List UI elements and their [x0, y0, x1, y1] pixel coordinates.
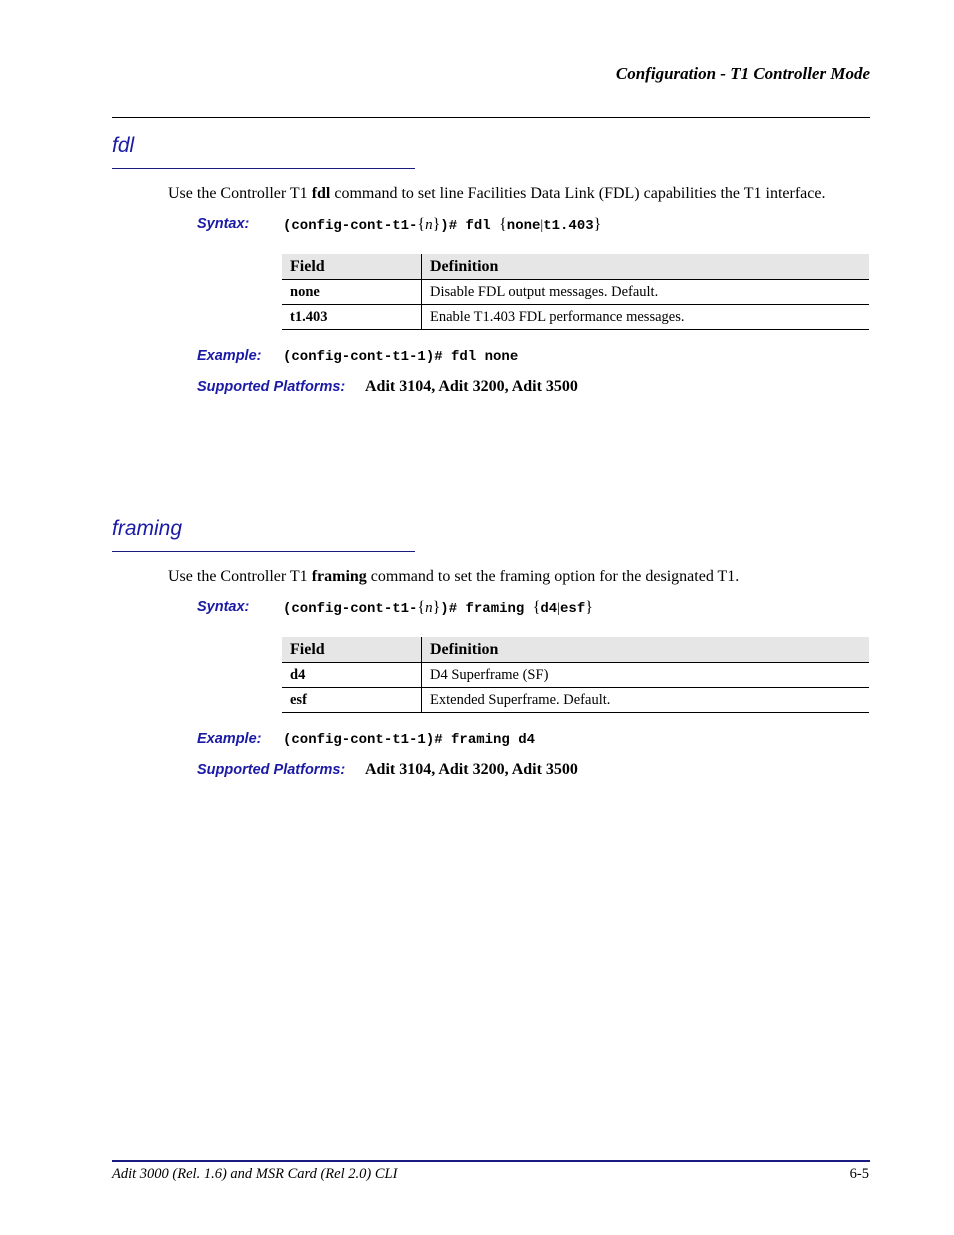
field-table-fdl — [282, 254, 869, 330]
header-rule — [112, 117, 870, 118]
example-framing: (config-cont-t1-1)# framing d4 — [283, 732, 536, 748]
section-rule-framing — [112, 551, 415, 552]
syntax-brace: { — [417, 216, 426, 233]
field-cell: d4 — [282, 663, 422, 688]
syntax-prefix: (config-cont-t1- — [283, 601, 418, 617]
table-header-row — [282, 254, 869, 280]
syntax-brace: } — [432, 216, 441, 233]
table-row — [282, 280, 869, 305]
definition-cell: D4 Superframe (SF) — [422, 663, 870, 688]
syntax-command: )# fdl — [440, 218, 500, 234]
description-text: command to set line Facilities Data Link (FDL) capabilities the T1 interface. — [330, 185, 826, 202]
table-row — [282, 663, 869, 688]
platforms-label: Supported Platforms: — [197, 379, 346, 395]
syntax-label: Syntax: — [197, 599, 250, 615]
table-row — [282, 305, 869, 330]
syntax-prefix: (config-cont-t1- — [283, 218, 418, 234]
example-fdl: (config-cont-t1-1)# fdl none — [283, 349, 519, 365]
table-header-row — [282, 637, 869, 663]
field-cell: t1.403 — [282, 305, 422, 330]
description-text: Use the Controller T1 — [168, 568, 312, 585]
syntax-brace: { — [499, 216, 507, 233]
syntax-pipe: | — [557, 601, 561, 616]
footer-rule — [112, 1160, 870, 1162]
column-header-field: Field — [282, 254, 422, 280]
platforms-framing: Adit 3104, Adit 3200, Adit 3500 — [365, 761, 578, 778]
syntax-framing — [283, 599, 593, 617]
column-header-definition: Definition — [422, 254, 870, 280]
syntax-variable: n — [425, 217, 433, 233]
syntax-option: none — [506, 218, 541, 234]
description-framing — [168, 568, 739, 586]
table-row — [282, 688, 869, 713]
syntax-command: )# framing — [440, 601, 533, 617]
column-header-definition: Definition — [422, 637, 870, 663]
footer-title: Adit 3000 (Rel. 1.6) and MSR Card (Rel 2.0) CLI — [112, 1166, 398, 1182]
syntax-option: esf — [560, 601, 586, 617]
section-title-framing: framing — [112, 517, 183, 540]
section-title-fdl: fdl — [112, 134, 135, 157]
field-cell: none — [282, 280, 422, 305]
syntax-pipe: | — [540, 218, 544, 233]
running-head: Configuration - T1 Controller Mode — [615, 64, 870, 83]
column-header-field: Field — [282, 637, 422, 663]
example-label: Example: — [197, 731, 262, 747]
syntax-variable: n — [425, 600, 433, 616]
syntax-fdl — [283, 216, 601, 234]
section-rule-fdl — [112, 168, 415, 169]
syntax-brace: { — [532, 599, 541, 616]
definition-cell: Disable FDL output messages. Default. — [422, 280, 870, 305]
syntax-label: Syntax: — [197, 216, 250, 232]
syntax-brace: } — [585, 599, 593, 616]
definition-cell: Extended Superframe. Default. — [422, 688, 870, 713]
command-name: fdl — [311, 185, 331, 202]
description-fdl — [168, 185, 825, 203]
definition-cell: Enable T1.403 FDL performance messages. — [422, 305, 870, 330]
page-number: 6-5 — [849, 1166, 869, 1182]
syntax-brace: } — [432, 599, 441, 616]
description-text: Use the Controller T1 — [168, 185, 312, 202]
syntax-brace: { — [417, 599, 426, 616]
description-text: command to set the framing option for the designated T1. — [366, 568, 740, 585]
example-label: Example: — [197, 348, 262, 364]
platforms-fdl: Adit 3104, Adit 3200, Adit 3500 — [365, 378, 578, 395]
field-cell: esf — [282, 688, 422, 713]
syntax-brace: } — [593, 216, 602, 233]
field-table-framing — [282, 637, 869, 713]
syntax-option: d4 — [540, 601, 558, 617]
command-name: framing — [311, 568, 367, 585]
syntax-option: t1.403 — [543, 218, 594, 234]
platforms-label: Supported Platforms: — [197, 762, 346, 778]
